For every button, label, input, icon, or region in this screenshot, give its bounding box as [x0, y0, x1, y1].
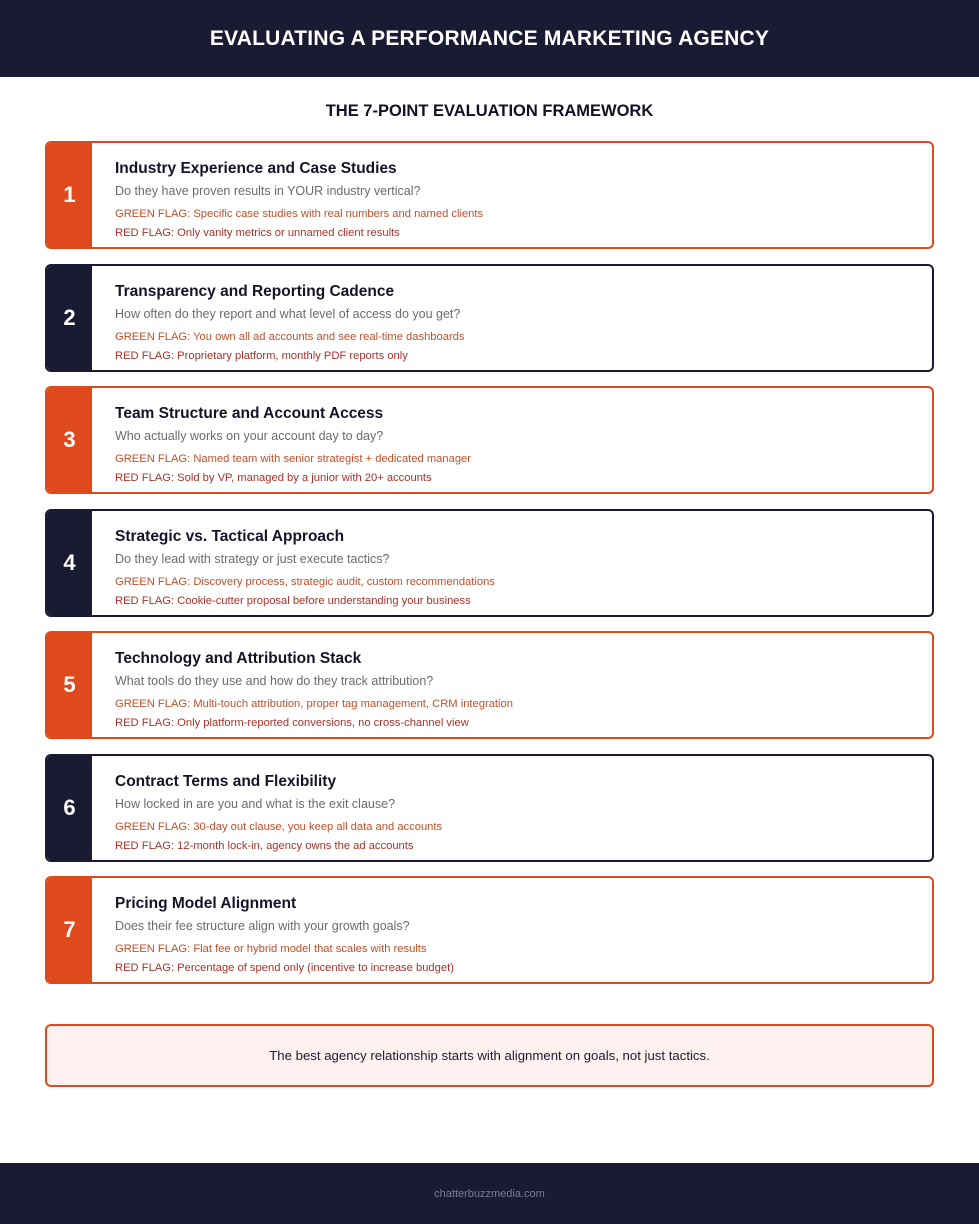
green-flag-text: GREEN FLAG: Named team with senior strategist + dedicated manager — [115, 453, 471, 465]
red-flag-text: RED FLAG: Only platform-reported conversions, no cross-channel view — [115, 717, 469, 729]
point-number-tab — [47, 878, 92, 982]
point-body — [92, 878, 454, 982]
evaluation-point-card — [45, 509, 934, 617]
point-number-tab — [47, 756, 92, 860]
point-question: Who actually works on your account day to day? — [115, 429, 384, 443]
header-banner — [0, 0, 979, 77]
point-title: Team Structure and Account Access — [115, 405, 384, 422]
point-number: 6 — [63, 794, 76, 820]
evaluation-point-card — [45, 386, 934, 494]
point-title: Pricing Model Alignment — [115, 895, 297, 912]
point-number: 1 — [63, 182, 76, 207]
point-number: 4 — [63, 549, 76, 575]
red-flag-text: RED FLAG: Cookie-cutter proposal before understanding your business — [115, 594, 471, 607]
point-number: 7 — [63, 917, 76, 942]
point-question: Do they lead with strategy or just execute tactics? — [115, 551, 390, 566]
evaluation-point-card — [45, 631, 934, 739]
point-body — [92, 633, 513, 737]
footer-banner — [0, 1163, 979, 1224]
red-flag-text: RED FLAG: Proprietary platform, monthly PDF reports only — [115, 349, 408, 362]
point-question: Do they have proven results in YOUR industry vertical? — [115, 184, 421, 198]
point-body — [92, 756, 442, 860]
point-number-tab — [47, 266, 92, 370]
point-number: 2 — [63, 304, 76, 330]
point-title: Industry Experience and Case Studies — [115, 160, 397, 177]
green-flag-text: GREEN FLAG: Specific case studies with real numbers and named clients — [115, 208, 484, 220]
evaluation-point-card — [45, 754, 934, 862]
point-title: Contract Terms and Flexibility — [115, 772, 337, 790]
footer-site-url: chatterbuzzmedia.com — [434, 1187, 545, 1200]
point-question: What tools do they use and how do they track attribution? — [115, 674, 434, 688]
callout-box — [45, 1024, 934, 1087]
point-number-tab — [47, 633, 92, 737]
green-flag-text: GREEN FLAG: Discovery process, strategic audit, custom recommendations — [115, 575, 495, 588]
red-flag-text: RED FLAG: Only vanity metrics or unnamed client results — [115, 227, 400, 239]
point-title: Strategic vs. Tactical Approach — [115, 527, 345, 545]
green-flag-text: GREEN FLAG: You own all ad accounts and see real-time dashboards — [115, 330, 465, 343]
point-number: 5 — [63, 672, 76, 697]
red-flag-text: RED FLAG: 12-month lock-in, agency owns the ad accounts — [115, 839, 414, 852]
green-flag-text: GREEN FLAG: Flat fee or hybrid model that scales with results — [115, 943, 427, 955]
point-body — [92, 511, 495, 615]
green-flag-text: GREEN FLAG: 30-day out clause, you keep all data and accounts — [115, 820, 443, 833]
evaluation-point-card — [45, 264, 934, 372]
red-flag-text: RED FLAG: Percentage of spend only (incentive to increase budget) — [115, 962, 454, 974]
evaluation-point-card — [45, 876, 934, 984]
point-title: Transparency and Reporting Cadence — [115, 282, 395, 300]
red-flag-text: RED FLAG: Sold by VP, managed by a junior with 20+ accounts — [115, 472, 432, 484]
page-title: EVALUATING A PERFORMANCE MARKETING AGENCY — [209, 26, 770, 50]
callout-text: The best agency relationship starts with alignment on goals, not just tactics. — [269, 1048, 710, 1063]
point-question: Does their fee structure align with your growth goals? — [115, 919, 410, 933]
point-number-tab — [47, 143, 92, 247]
point-number-tab — [47, 511, 92, 615]
evaluation-point-card — [45, 141, 934, 249]
point-body — [92, 266, 465, 370]
point-body — [92, 388, 471, 492]
point-body — [92, 143, 483, 247]
point-title: Technology and Attribution Stack — [115, 650, 362, 667]
evaluation-point-list — [45, 141, 934, 999]
point-number: 3 — [63, 427, 76, 452]
point-question: How locked in are you and what is the exit clause? — [115, 796, 396, 811]
framework-title: THE 7-POINT EVALUATION FRAMEWORK — [325, 102, 654, 120]
point-question: How often do they report and what level of access do you get? — [115, 306, 461, 321]
point-number-tab — [47, 388, 92, 492]
green-flag-text: GREEN FLAG: Multi-touch attribution, proper tag management, CRM integration — [115, 698, 513, 710]
